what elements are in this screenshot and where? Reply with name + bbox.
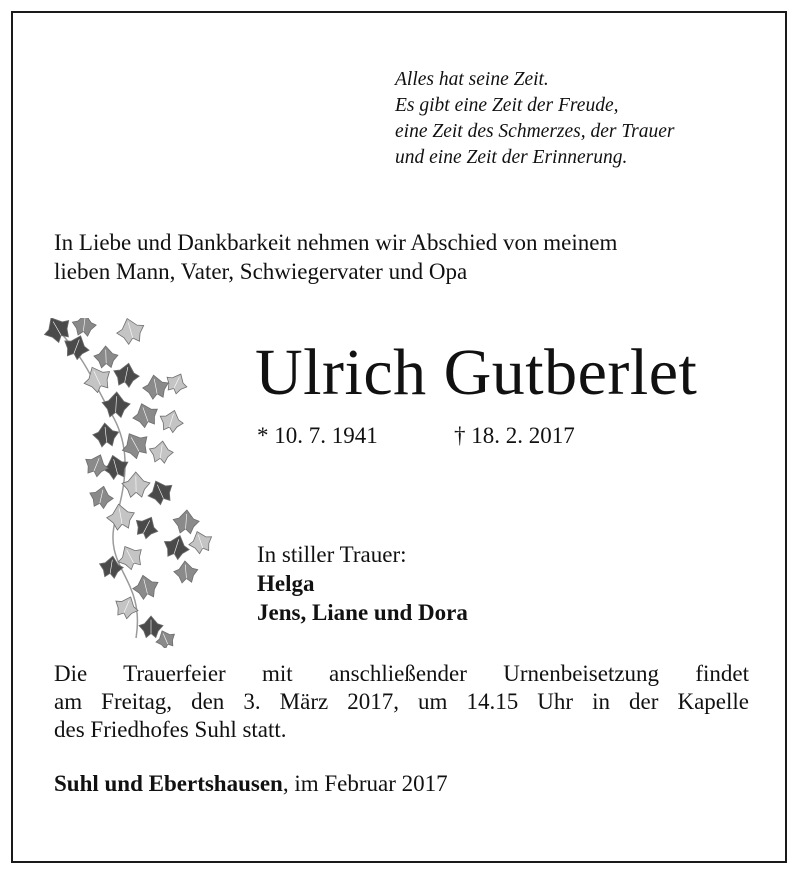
- ivy-leaf: [114, 318, 148, 347]
- mourner-name: Jens, Liane und Dora: [257, 600, 468, 625]
- mourners-block: [257, 540, 468, 627]
- poem-line: eine Zeit des Schmerzes, der Trauer: [395, 121, 675, 142]
- birth-date: * 10. 7. 1941: [257, 423, 378, 448]
- signature: [54, 769, 448, 799]
- intro-text: [54, 228, 754, 286]
- mourner-name: Helga: [257, 571, 315, 596]
- intro-line: In Liebe und Dankbarkeit nehmen wir Abschied von meinem: [54, 230, 618, 255]
- service-line: Die Trauerfeier mit anschließender Urnenbeisetzung findet: [54, 661, 749, 686]
- poem-line: Alles hat seine Zeit.: [395, 69, 549, 90]
- intro-line: lieben Mann, Vater, Schwiegervater und Opa: [54, 259, 468, 284]
- death-date: † 18. 2. 2017: [454, 423, 575, 448]
- mourners-heading: In stiller Trauer:: [257, 542, 407, 567]
- ivy-leaves-icon: [36, 318, 216, 648]
- service-line: des Friedhofes Suhl statt.: [54, 717, 287, 742]
- deceased-name: Ulrich Gutberlet: [255, 336, 698, 409]
- service-line: am Freitag, den 3. März 2017, um 14.15 Uhr in der Kapelle: [54, 689, 749, 714]
- poem-line: und eine Zeit der Erinnerung.: [395, 147, 628, 168]
- life-dates: [257, 421, 575, 451]
- signature-date: , im Februar 2017: [282, 771, 448, 796]
- service-info: [54, 660, 749, 744]
- ivy-leaf: [71, 318, 97, 337]
- poem-line: Es gibt eine Zeit der Freude,: [395, 95, 619, 116]
- signature-place: Suhl und Ebertshausen: [54, 771, 283, 796]
- poem: [395, 67, 674, 171]
